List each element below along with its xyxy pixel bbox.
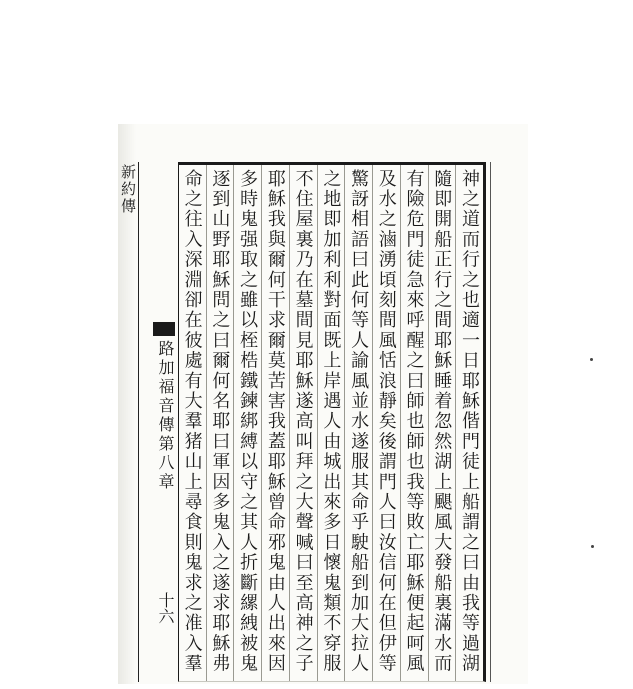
text-column: 命之往入深淵卻在彼處有大羣猪山上尋食則鬼求之准入羣 — [181, 169, 203, 674]
text-frame — [178, 162, 486, 682]
fold-black-mark — [153, 322, 175, 336]
running-title: 新約傳 — [119, 164, 137, 215]
text-column: 及水之滷湧頃刻間風恬浪靜矣後謂門人曰汝信何在但伊等 — [372, 165, 400, 681]
scanned-page — [118, 124, 528, 684]
fold-page-number: 十六 — [156, 592, 175, 624]
scan-speck — [591, 545, 594, 548]
text-column: 不住屋裏乃在墓間見耶穌遂高叫拜之大聲喊曰至高神之子 — [289, 165, 317, 681]
outer-rule — [490, 162, 491, 682]
scan-speck — [590, 358, 593, 361]
text-column: 之地即加利利對面既上岸遇人由城出來多日懷鬼類不穿服 — [317, 165, 345, 681]
text-column: 驚訝相語曰此何等人諭風並水遂服其命乎駛船到加大拉人 — [344, 165, 372, 681]
text-columns — [179, 165, 483, 681]
text-column: 神之道而行之也適一日耶穌偕門徒上船謂之曰由我等過湖 — [455, 165, 483, 681]
text-column: 隨即開船正行之間耶穌睡着忽然湖上颶風大發船裏滿水而 — [428, 165, 456, 681]
fold-chapter-title: 路加福音傳第八章 — [156, 340, 175, 492]
side-strip — [118, 162, 138, 682]
text-column: 多時鬼强取之雖以桎梏鐵鍊綁縛以守之其人折斷縲絏被鬼 — [233, 165, 261, 681]
text-column: 有險危門徒急來呼醒之曰師也師也我等敗亡耶穌便起呵風 — [400, 165, 428, 681]
text-column: 逐到山野耶穌問之曰爾何名耶曰軍因多鬼入之遂求耶穌弗 — [206, 165, 234, 681]
text-column: 耶穌我與爾何干求爾莫苦害我蓋耶穌曾命邪鬼由人出來因 — [261, 165, 289, 681]
center-fold — [138, 162, 179, 682]
